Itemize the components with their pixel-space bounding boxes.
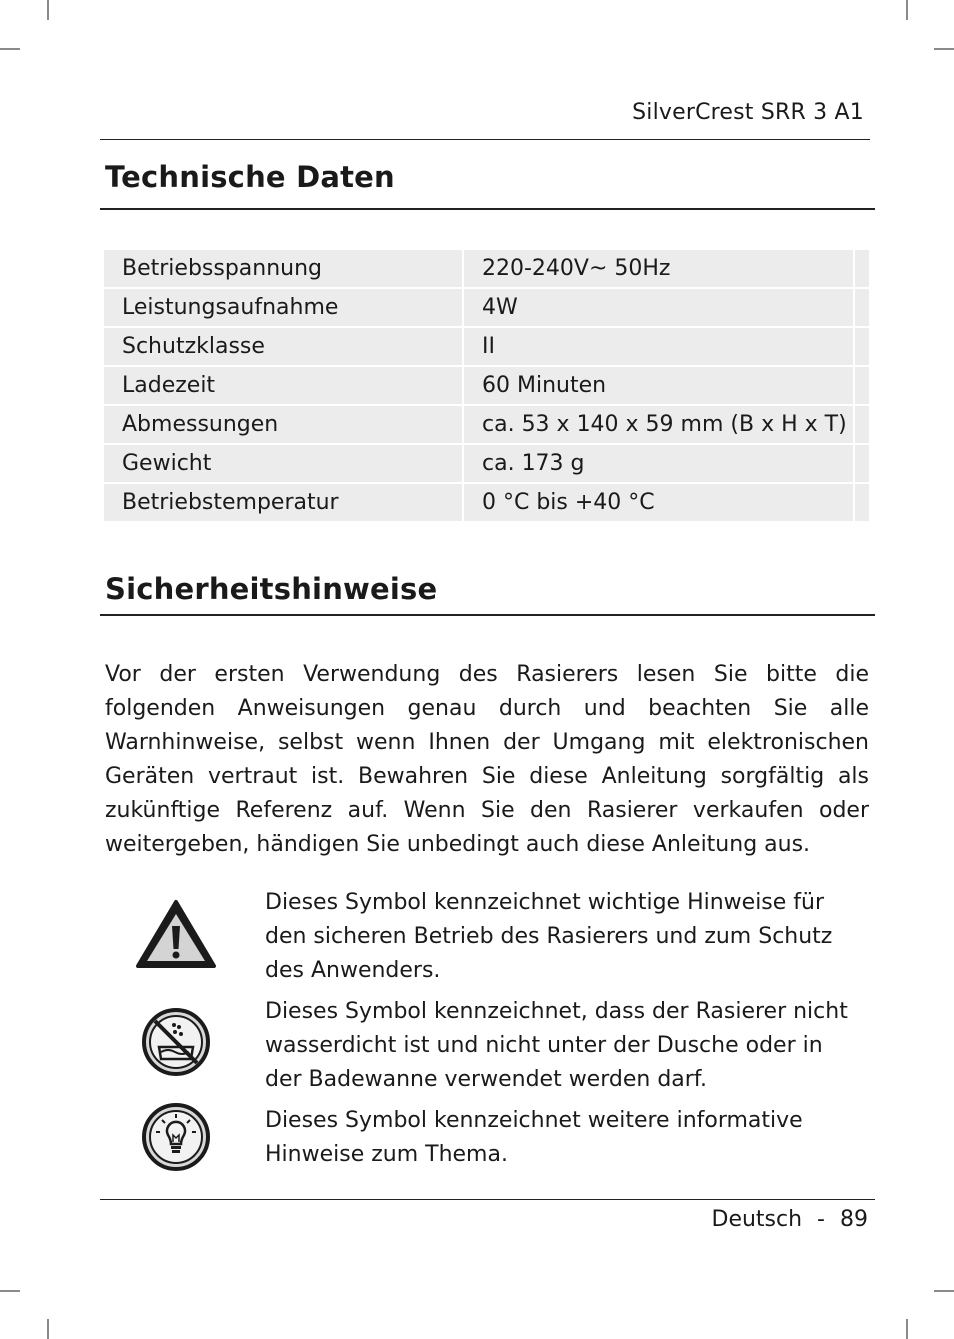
lightbulb-info-icon [141, 1102, 211, 1172]
spec-spacer [854, 483, 869, 522]
spec-label: Schutzklasse [104, 327, 463, 366]
crop-mark [906, 1319, 908, 1339]
spec-label: Abmessungen [104, 405, 463, 444]
spec-spacer [854, 366, 869, 405]
table-row [104, 444, 869, 483]
symbol-description: Dieses Symbol kennzeichnet, dass der Rasierer nicht wasserdicht ist und nicht unter der Dusche oder in der Badewanne verwendet werden darf. [265, 999, 848, 1092]
spec-spacer [854, 405, 869, 444]
header-rule [100, 139, 870, 140]
warning-triangle-icon [135, 898, 217, 970]
spec-label: Ladezeit [104, 366, 463, 405]
spec-value: II [463, 327, 854, 366]
page-number: 89 [840, 1207, 868, 1232]
spec-label: Betriebsspannung [104, 250, 463, 288]
section-rule [100, 208, 875, 210]
spec-value: 220-240V~ 50Hz [463, 250, 854, 288]
footer-separator: - [817, 1207, 825, 1232]
table-row [104, 405, 869, 444]
spec-spacer [854, 444, 869, 483]
spec-value: 60 Minuten [463, 366, 854, 405]
crop-mark [47, 1319, 49, 1339]
section-rule [100, 614, 875, 616]
spec-label: Gewicht [104, 444, 463, 483]
footer [712, 1207, 869, 1232]
crop-mark [47, 0, 49, 20]
crop-mark [906, 0, 908, 20]
section-title-safety: Sicherheitshinweise [105, 572, 438, 606]
crop-mark [934, 48, 954, 50]
spec-label: Betriebstemperatur [104, 483, 463, 522]
table-row [104, 327, 869, 366]
table-row [104, 288, 869, 327]
intro-paragraph: Vor der ersten Verwendung des Rasierers lesen Sie bitte die folgenden Anweisungen genau durch und beachten Sie alle Warnhinweise, selbst wenn Ihnen der Umgang mit elektronischen Geräten vertraut ist. Bewahren Sie diese Anleitung sorgfältig als zukünftige Referenz auf. Wenn Sie den Rasierer verkaufen oder weitergeben, händigen Sie unbedingt auch diese Anleitung aus. [105, 662, 869, 857]
spec-spacer [854, 327, 869, 366]
spec-label: Leistungsaufnahme [104, 288, 463, 327]
spec-value: 0 °C bis +40 °C [463, 483, 854, 522]
footer-language: Deutsch [711, 1207, 803, 1232]
section-title-technical-data: Technische Daten [105, 160, 395, 194]
spec-value: 4W [463, 288, 854, 327]
symbol-description: Dieses Symbol kennzeichnet weitere informative Hinweise zum Thema. [265, 1108, 803, 1167]
symbol-description: Dieses Symbol kennzeichnet wichtige Hinweise für den sicheren Betrieb des Rasierers und zum Schutz des Anwenders. [265, 890, 833, 983]
specs-table [104, 250, 869, 523]
crop-mark [934, 1290, 954, 1292]
header-model-name: SilverCrest SRR 3 A1 [632, 100, 864, 125]
table-row [104, 483, 869, 522]
footer-rule [100, 1199, 875, 1200]
spec-spacer [854, 288, 869, 327]
crop-mark [0, 48, 20, 50]
spec-value: ca. 173 g [463, 444, 854, 483]
spec-value: ca. 53 x 140 x 59 mm (B x H x T) [463, 405, 854, 444]
table-row [104, 250, 869, 288]
table-row [104, 366, 869, 405]
no-water-icon [141, 1007, 211, 1077]
crop-mark [0, 1290, 20, 1292]
spec-spacer [854, 250, 869, 288]
